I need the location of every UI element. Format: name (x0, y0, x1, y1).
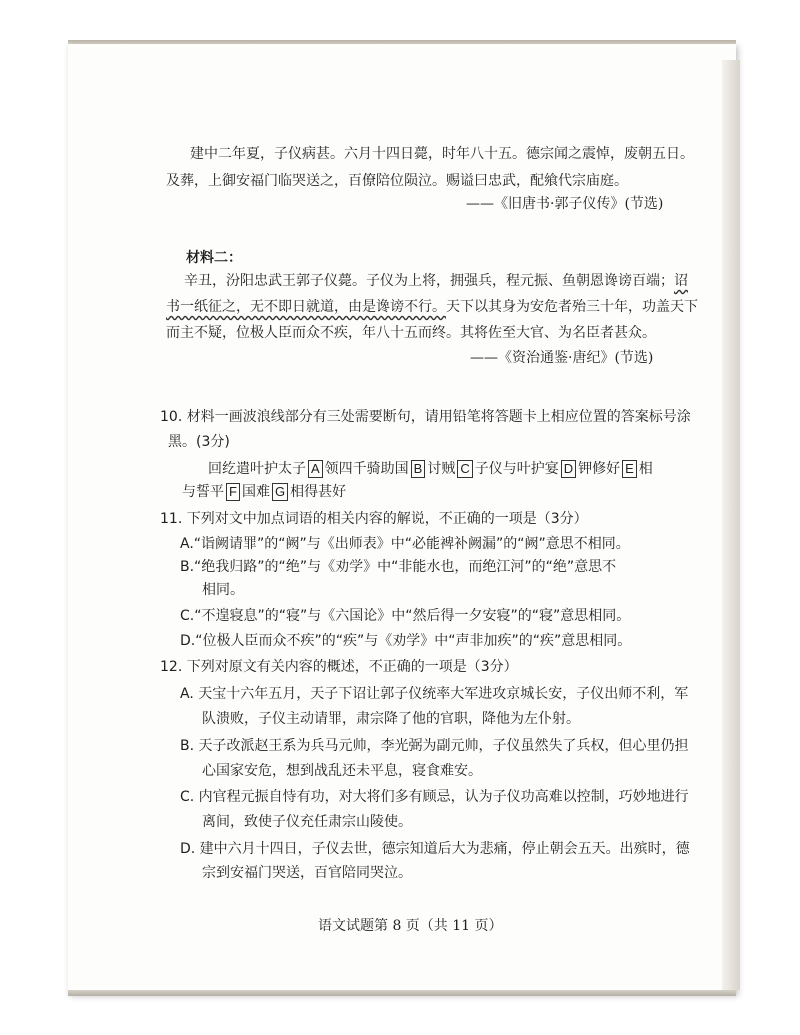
passage2-line2-text: 天下以其身为安危者殆三十年，功盖天下 (446, 299, 698, 315)
q11-option-b-line1: B.“绝我归路”的“绝”与《劝学》中“非能水也，而绝江河”的“绝”意思不 (180, 559, 617, 575)
q10-segment: 与誓平 (182, 484, 224, 500)
q10-options-line1 (208, 458, 653, 480)
passage2-line3: 而主不疑，位极人臣而众不疾，年八十五而终。其将佐至大官、为名臣者甚众。 (166, 325, 656, 341)
q10-segment: 讨贼 (427, 461, 456, 477)
q10-segment: 子仪与叶护宴 (474, 461, 559, 477)
passage2-wavy-segment-1: 诏 (674, 273, 688, 289)
paper-right-edge (722, 60, 740, 990)
page-footer: 语文试题第 8 页（共 11 页） (318, 918, 503, 934)
q12-option-a-line2: 队溃败，子仪主动请罪，肃宗降了他的官职，降他为左仆射。 (202, 711, 580, 727)
q12-option-d-line1: D. 建中六月十四日，子仪去世，德宗知道后大为悲痛，停止朝会五天。出殡时，德 (180, 841, 690, 857)
q12-option-d-line2: 宗到安福门哭送，百官陪同哭泣。 (202, 865, 412, 881)
passage2-line1 (184, 270, 688, 292)
q12-option-b-line1: B. 天子改派赵王系为兵马元帅，李光弼为副元帅，子仪虽然失了兵权，但心里仍担 (180, 738, 689, 754)
passage1-source: ——《旧唐书·郭子仪传》(节选) (466, 196, 664, 212)
q11-option-c: C.“不遑寝息”的“寝”与《六国论》中“然后得一夕安寝”的“寝”意思相同。 (180, 608, 631, 624)
paper-bottom-edge (68, 990, 736, 996)
passage2-source: ——《资治通鉴·唐纪》(节选) (470, 350, 654, 366)
q12-option-a-line1: A. 天宝十六年五月，天子下诏让郭子仪统率大军进攻京城长安，子仪出师不利，军 (180, 686, 689, 702)
q10-options-line2 (182, 481, 346, 503)
q12-stem: 12. 下列对原文有关内容的概述，不正确的一项是（3分） (160, 659, 518, 675)
q10-stem-line2: 黑。(3分) (168, 434, 230, 450)
q10-box-d[interactable]: D (561, 460, 576, 478)
passage2-wavy-segment-2: 书一纸征之，无不即日就道，由是谗谤不行。 (166, 299, 446, 315)
q12-option-c-line1: C. 内官程元振自恃有功，对大将们多有顾忌，认为子仪功高难以控制，巧妙地进行 (180, 789, 689, 805)
q10-box-f[interactable]: F (226, 483, 240, 501)
q11-option-d: D.“位极人臣而众不疾”的“疾”与《劝学》中“声非加疾”的“疾”意思相同。 (180, 633, 632, 649)
passage2-line1-text: 辛丑，汾阳忠武王郭子仪薨。子仪为上将，拥强兵，程元振、鱼朝恩谗谤百端； (184, 273, 674, 289)
passage1-line1: 建中二年夏，子仪病甚。六月十四日薨，时年八十五。德宗闻之震悼，废朝五日。 (190, 146, 694, 162)
q10-segment: 相 (638, 461, 653, 477)
q10-segment: 回纥遣叶护太子 (208, 461, 306, 477)
passage2-line2 (166, 296, 698, 318)
q10-segment: 国难 (241, 484, 270, 500)
q10-box-g[interactable]: G (272, 483, 288, 501)
q10-segment: 相得甚好 (290, 484, 347, 500)
q10-segment: 领四千骑助国 (324, 461, 409, 477)
q11-option-b-line2: 相同。 (202, 582, 244, 598)
q12-option-c-line2: 离间，致使子仪充任肃宗山陵使。 (202, 814, 412, 830)
q10-box-c[interactable]: C (457, 460, 472, 478)
q10-box-b[interactable]: B (411, 460, 426, 478)
q10-box-a[interactable]: A (308, 460, 323, 478)
passage2-heading: 材料二： (186, 250, 242, 266)
passage1-line2: 及葬，上御安福门临哭送之，百僚陪位陨泣。赐谥曰忠武，配飨代宗庙庭。 (166, 173, 628, 189)
q12-option-b-line2: 心国家安危，想到战乱还未平息，寝食难安。 (202, 763, 482, 779)
q10-box-e[interactable]: E (622, 460, 637, 478)
q11-option-a: A.“诣阙请罪”的“阙”与《出师表》中“必能裨补阙漏”的“阙”意思不相同。 (180, 536, 630, 552)
q11-stem: 11. 下列对文中加点词语的相关内容的解说，不正确的一项是（3分） (160, 511, 588, 527)
q10-segment: 钾修好 (578, 461, 621, 477)
q10-stem-line1: 10. 材料一画波浪线部分有三处需要断句，请用铅笔将答题卡上相应位置的答案标号涂 (160, 409, 691, 425)
